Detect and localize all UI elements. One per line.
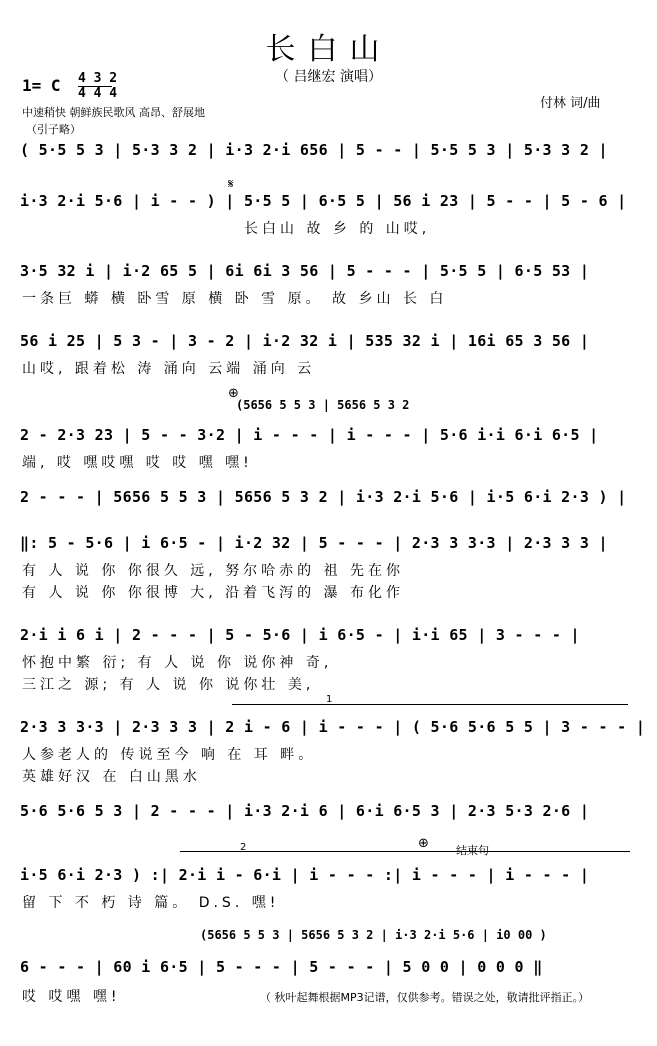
lyric-row-11: 留 下 不 朽 诗 篇。 D.S. 嘿! [22,895,280,911]
score-row-8: 2·i i 6 i | 2 - - - | 5 - 5·6 | i 6·5 - | i·i 65 | 3 - - - | [20,626,580,644]
upper-line-row-5: (5656 5 5 3 | 5656 5 3 2 [236,398,410,412]
lyric-row-9-verse-1: 人参老人的 传说至今 响 在 耳 畔。 [22,747,317,763]
score-row-12: 6 - - - | 60 i 6·5 | 5 - - - | 5 - - - | 5 0 0 | 0 0 0 ‖ [20,958,543,976]
intro-note: （引子略） [26,123,81,136]
lyric-row-8-verse-2: 三江之 源; 有 人 说 你 说你壮 美, [22,677,315,693]
segno-sign: 𝄋 [228,177,234,192]
coda-sign-ending: ⊕ [418,836,429,851]
score-row-10: 5·6 5·6 5 3 | 2 - - - | i·3 2·i 6 | 6·i 6·5 3 | 2·3 5·3 2·6 | [20,802,590,820]
ending-label: 结束句 [456,844,489,857]
score-row-5: 2 - 2·3 23 | 5 - - 3·2 | i - - - | i - - - | 5·6 i·i 6·i 6·5 | [20,426,599,444]
score-row-4: 56 i 25 | 5 3 - | 3 - 2 | i·2 32 i | 535 32 i | 16i 65 3 56 | [20,332,590,350]
singer-credit: （ 吕继宏 演唱） [275,69,382,85]
score-row-6: 2 - - - | 5656 5 5 3 | 5656 5 3 2 | i·3 2·i 5·6 | i·5 6·i 2·3 ) | [20,488,627,506]
score-row-3: 3·5 32 i | i·2 65 5 | 6i 6i 3 56 | 5 - - - | 5·5 5 | 6·5 53 | [20,262,590,280]
score-row-11: i·5 6·i 2·3 ) :| 2·i i - 6·i | i - - - :| i - - - | i - - - | [20,866,590,884]
meter-bottom: 4 4 4 [78,86,118,101]
transcriber-footnote: （ 秋叶起舞根据MP3记谱，仅供参考。错误之处，敬请批评指正。） [260,991,590,1004]
score-row-9: 2·3 3 3·3 | 2·3 3 3 | 2 i - 6 | i - - - | ( 5·6 5·6 5 5 | 3 - - - | [20,718,646,736]
key-signature: 1= C [22,76,61,95]
composer-credit: 付林 词/曲 [540,96,601,111]
lyric-row-9-verse-2: 英雄好汉 在 白山黑水 [22,769,201,785]
lyric-row-7-verse-1: 有 人 说 你 你很久 远, 努尔哈赤的 祖 先在你 [22,563,405,579]
meter-top: 4 3 2 [78,71,118,86]
volta-1-bracket [232,704,628,705]
lyric-row-8-verse-1: 怀抱中繁 衍; 有 人 说 你 说你神 奇, [22,655,333,671]
time-signatures [78,73,117,100]
volta-1-number: 1 [326,694,333,705]
coda-sign: ⊕ [228,386,239,401]
lyric-row-3: 一条巨 蟒 横 卧雪 原 横 卧 雪 原。 故 乡山 长 白 [22,291,448,307]
lyric-row-12: 哎 哎嘿 嘿! [22,989,121,1005]
lyric-row-2: 长白山 故 乡 的 山哎, [244,221,431,237]
score-row-1: ( 5·5 5 3 | 5·3 3 2 | i·3 2·i 656 | 5 - - | 5·5 5 3 | 5·3 3 2 | [20,141,608,159]
score-row-2: i·3 2·i 5·6 | i - - ) | 5·5 5 | 6·5 5 | 56 i 23 | 5 - - | 5 - 6 | [20,192,627,210]
upper-line-row-12: (5656 5 5 3 | 5656 5 3 2 | i·3 2·i 5·6 | i0 00 ) [200,928,547,942]
lyric-row-4: 山哎, 跟着松 涛 涌向 云端 涌向 云 [22,361,316,377]
lyric-row-7-verse-2: 有 人 说 你 你很博 大, 沿着飞泻的 瀑 布化作 [22,585,405,601]
volta-2-bracket [180,851,630,852]
lyric-row-5: 端, 哎 嘿哎嘿 哎 哎 嘿 嘿! [22,455,253,471]
song-title: 长白山 [265,32,392,67]
score-row-7: ‖: 5 - 5·6 | i 6·5 - | i·2 32 | 5 - - - | 2·3 3 3·3 | 2·3 3 3 | [20,534,608,552]
volta-2-number: 2 [240,842,247,853]
tempo-marking: 中速稍快 朝鲜族民歌风 高昂、舒展地 [22,106,205,119]
